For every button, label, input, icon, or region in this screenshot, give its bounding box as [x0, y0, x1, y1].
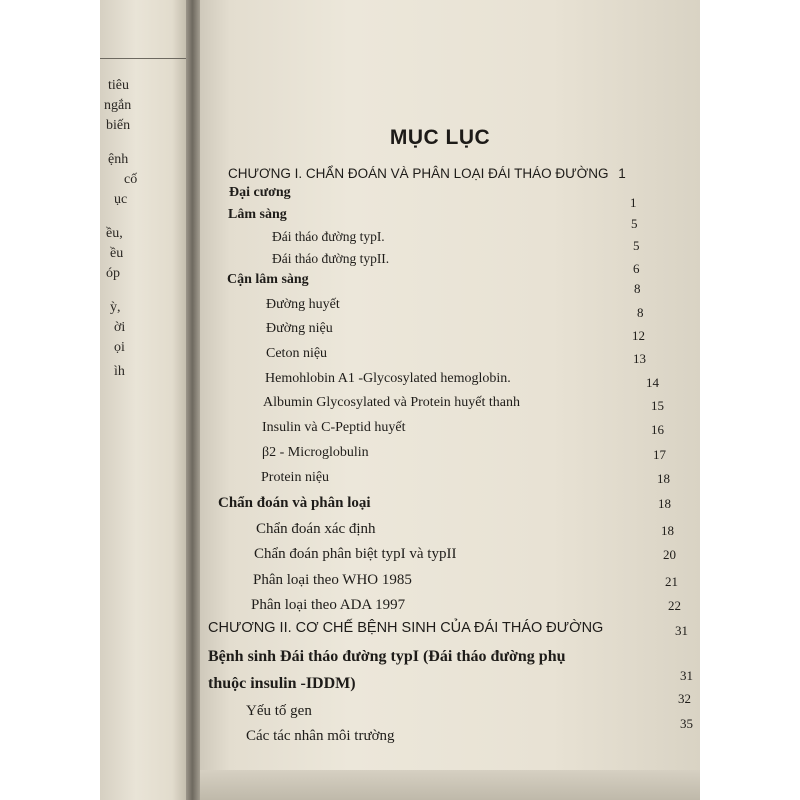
toc-entry-text: Bệnh sinh Đái tháo đường typI (Đái tháo đường phụ	[208, 648, 566, 665]
toc-entry	[227, 272, 309, 288]
page-bottom-edge	[200, 770, 700, 800]
toc-entry-page: 21	[665, 574, 678, 589]
left-page-fragment: cố	[124, 172, 138, 187]
toc-entry	[228, 207, 287, 223]
toc-entry-text: Đái tháo đường typI.	[272, 229, 385, 244]
toc-entry	[208, 648, 565, 666]
toc-entry-page: 5	[631, 216, 638, 231]
toc-entry-page: 17	[653, 447, 666, 462]
toc-entry	[261, 470, 329, 486]
toc-entry	[254, 546, 456, 563]
toc-entry-page: 16	[651, 422, 664, 437]
toc-entry-page: 18	[661, 523, 674, 538]
left-page-fragment: ời	[114, 320, 126, 335]
left-page-fragment: ều	[110, 246, 124, 261]
toc-entry-text: Chẩn đoán xác định	[256, 521, 376, 537]
toc-entry	[256, 521, 376, 538]
toc-entry	[246, 703, 312, 720]
toc-entry-page: 35	[680, 716, 693, 731]
left-page-fragment: ều,	[106, 226, 123, 241]
toc-entry-page: 5	[633, 238, 640, 253]
toc-entry-page: 31	[675, 623, 688, 638]
left-page-fragment: biến	[106, 118, 131, 133]
toc-entry-page: 1	[630, 195, 637, 210]
toc-entry-text: Phân loại theo ADA 1997	[251, 597, 406, 613]
toc-entry	[266, 297, 340, 313]
toc-entry-text: thuộc insulin -IDDM)	[208, 675, 356, 692]
toc-entry-text: Đường huyết	[266, 297, 340, 312]
toc-chapter-heading	[208, 620, 603, 636]
toc-entry	[229, 185, 291, 201]
toc-entry-text: Đường niệu	[266, 321, 333, 336]
toc-entry-page: 1	[618, 166, 626, 181]
toc-entry	[266, 321, 333, 337]
toc-entry	[208, 675, 356, 693]
toc-entry-page: 18	[657, 471, 670, 486]
toc-entry-page: 18	[658, 496, 671, 511]
toc-entry-text: Yếu tố gen	[246, 703, 312, 719]
toc-entry-page: 8	[637, 305, 644, 320]
toc-entry-page: 6	[633, 261, 640, 276]
toc-entry-page: 20	[663, 547, 676, 562]
toc-entry	[266, 346, 327, 362]
left-page-fragment: ìh	[114, 364, 125, 379]
toc-entry	[253, 572, 412, 589]
toc-entry-text: CHƯƠNG II. CƠ CHẾ BỆNH SINH CỦA ĐÁI THÁO ĐƯỜNG	[208, 620, 604, 636]
toc-title: MỤC LỤC	[389, 126, 491, 149]
toc-entry-page: 13	[633, 351, 646, 366]
toc-entry-text: Chẩn đoán và phân loại	[218, 495, 371, 511]
toc-entry	[263, 395, 520, 411]
toc-entry-text: CHƯƠNG I. CHẨN ĐOÁN VÀ PHÂN LOẠI ĐÁI THÁO ĐƯỜNG	[228, 166, 609, 181]
left-page-fragment: ngắn	[104, 98, 132, 113]
toc-entry	[272, 229, 385, 245]
background	[700, 0, 800, 800]
left-page-fragment: ệnh	[108, 152, 129, 167]
toc-entry-text: Hemohlobin A1 -Glycosylated hemoglobin.	[265, 371, 511, 386]
toc-entry	[265, 371, 511, 387]
toc-entry-page: 12	[632, 328, 645, 343]
toc-entry	[251, 597, 405, 614]
toc-entry	[272, 251, 389, 267]
toc-entry-page: 31	[680, 668, 693, 683]
toc-entry-text: Các tác nhân môi trường	[246, 728, 395, 744]
toc-entry	[218, 495, 371, 512]
toc-entry-text: Ceton niệu	[266, 346, 328, 361]
toc-entry-text: Chẩn đoán phân biệt typI và typII	[254, 546, 457, 562]
left-page-fragment: ỳ,	[110, 300, 121, 315]
left-page-fragment: ục	[114, 192, 128, 207]
toc-entry-text: Insulin và C-Peptid huyết	[262, 420, 406, 435]
toc-entry-text: Lâm sàng	[228, 207, 287, 222]
toc-entry-text: Protein niệu	[261, 470, 330, 485]
left-page-fragment: tiêu	[108, 78, 129, 93]
toc-entry-page: 15	[651, 398, 664, 413]
toc-entry-page: 22	[668, 598, 681, 613]
toc-entry-text: Albumin Glycosylated và Protein huyết thanh	[263, 395, 521, 410]
toc-entry-text: Cận lâm sàng	[227, 272, 309, 287]
left-page-fragment: ọi	[114, 340, 125, 355]
toc-entry	[262, 420, 406, 436]
toc-entry	[246, 728, 395, 745]
left-page-fragment: óp	[106, 266, 120, 281]
left-page-rule	[100, 58, 190, 59]
toc-entry-text: Phân loại theo WHO 1985	[253, 572, 412, 588]
toc-entry-page: 14	[646, 375, 659, 390]
toc-entry-text: β2 - Microglobulin	[262, 445, 369, 460]
toc-entry-text: Đại cương	[229, 185, 291, 200]
toc-entry	[262, 445, 369, 461]
toc-entry-text: Đái tháo đường typII.	[272, 251, 390, 266]
toc-entry-page: 32	[678, 691, 691, 706]
toc-entry-page: 8	[634, 281, 641, 296]
toc-chapter-heading	[228, 166, 626, 181]
